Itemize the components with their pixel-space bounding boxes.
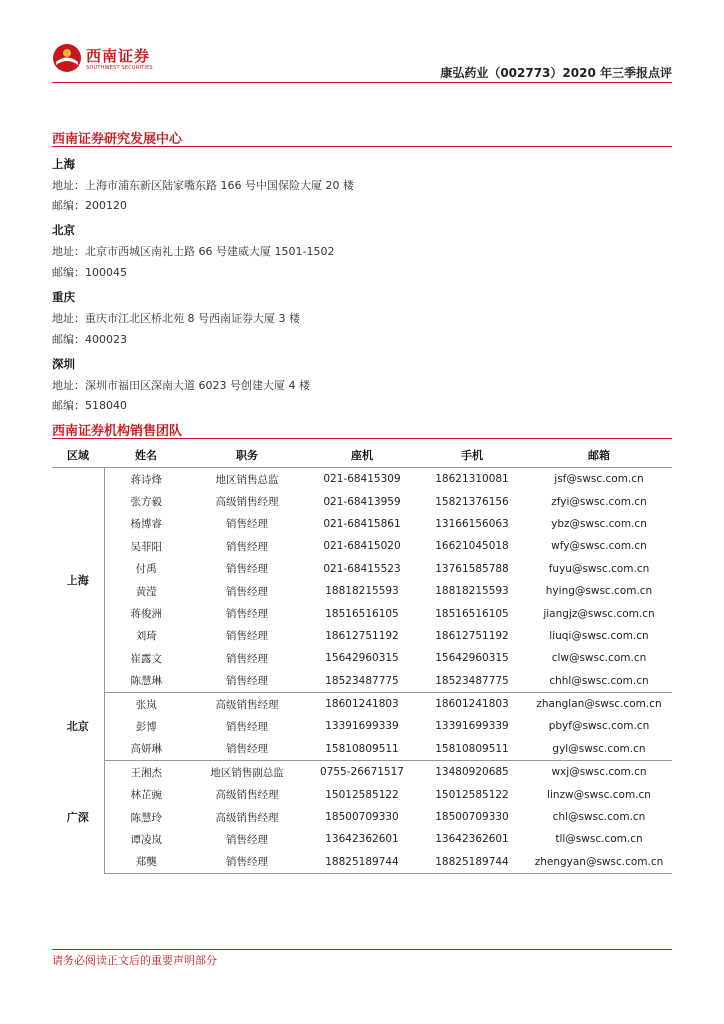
mobile-cell: 18612751192 [435,629,509,642]
column-header: 区域 [52,443,104,468]
landline-cell: 18818215593 [325,585,399,598]
table-row [52,828,672,850]
mobile-cell: 15821376156 [435,495,509,508]
mobile-cell: 18825189744 [418,851,526,874]
table-row [52,783,672,805]
table-row [52,692,672,715]
mobile-cell: 15642960315 [435,652,509,665]
pos-cell: 销售经理 [226,585,268,598]
name-cell: 刘琦 [135,630,157,643]
email-cell: clw@swsc.com.cn [551,652,647,665]
name-cell: 杨博睿 [130,518,162,531]
table-row [52,580,672,602]
name-cell: 蒋俊洲 [130,608,162,621]
landline-cell: 18825189744 [306,851,418,874]
pos-cell: 销售经理 [188,738,306,761]
mobile-cell: 15810809511 [418,738,526,761]
pos-cell: 高级销售经理 [215,698,279,711]
footer-divider [52,949,672,950]
pos-cell: 销售经理 [226,630,268,643]
name-cell: 彭博 [135,720,157,733]
research-center-title: 西南证券研究发展中心 [52,132,183,147]
table-row [52,851,672,874]
pos-cell: 销售经理 [226,720,268,733]
email-cell: linzw@swsc.com.cn [547,788,651,801]
name-cell: 吴菲阳 [130,540,162,553]
pos-cell: 高级销售经理 [215,496,279,509]
landline-cell: 18500709330 [325,811,399,824]
name-cell: 张岚 [135,698,157,711]
landline-cell: 021-68415309 [323,473,401,486]
email-cell: zhanglan@swsc.com.cn [536,698,662,711]
email-cell: zhengyan@swsc.com.cn [526,851,672,874]
pos-cell: 地区销售副总监 [210,766,284,779]
table-row [52,715,672,737]
office-address-beijing: 地址：北京市西城区南礼士路 66 号建威大厦 1501-1502 [52,245,335,258]
email-cell: chl@swsc.com.cn [552,811,646,824]
table-row [52,738,672,761]
office-postcode-chongqing: 邮编：400023 [52,333,127,346]
landline-cell: 18516516105 [325,607,399,620]
mobile-cell: 13480920685 [435,766,509,779]
landline-cell: 0755-26671517 [320,766,404,779]
pos-cell: 销售经理 [226,833,268,846]
pos-cell: 销售经理 [188,851,306,874]
email-cell: ybz@swsc.com.cn [551,517,647,530]
name-cell: 王湘杰 [130,766,162,779]
email-cell: tll@swsc.com.cn [555,833,643,846]
email-cell: hying@swsc.com.cn [545,585,653,598]
table-row [52,647,672,669]
landline-cell: 021-68415861 [323,517,401,530]
mobile-cell: 16621045018 [435,540,509,553]
email-cell: liuqi@swsc.com.cn [549,629,649,642]
pos-cell: 高级销售经理 [215,811,279,824]
table-row [52,625,672,647]
landline-cell: 15642960315 [325,652,399,665]
table-row [52,535,672,557]
name-cell: 高妍琳 [104,738,188,761]
pos-cell: 销售经理 [188,670,306,693]
office-city-shanghai: 上海 [52,157,75,171]
landline-cell: 13642362601 [325,833,399,846]
office-address-shanghai: 地址：上海市浦东新区陆家嘴东路 166 号中国保险大厦 20 楼 [52,179,354,192]
table-row [52,670,672,693]
column-header: 职务 [188,443,306,468]
pos-cell: 销售经理 [226,540,268,553]
research-center-divider [52,146,672,147]
name-cell: 张方毅 [130,496,162,509]
header-divider [52,82,672,83]
mobile-cell: 18500709330 [435,811,509,824]
name-cell: 崔露文 [130,652,162,665]
mobile-cell: 13391699339 [435,720,509,733]
name-cell: 谭凌岚 [130,833,162,846]
landline-cell: 021-68413959 [323,495,401,508]
email-cell: gyl@swsc.com.cn [526,738,672,761]
landline-cell: 15012585122 [325,788,399,801]
email-cell: pbyf@swsc.com.cn [548,720,650,733]
column-header: 姓名 [104,443,188,468]
office-postcode-shenzhen: 邮编：518040 [52,399,127,412]
sales-team-table [52,443,672,874]
email-cell: jsf@swsc.com.cn [554,473,644,486]
report-title: 康弘药业（002773）2020 年三季报点评 [440,66,672,80]
column-header: 邮箱 [526,443,672,468]
name-cell: 陈慧玲 [130,811,162,824]
name-cell: 蒋诗烽 [130,473,162,486]
company-logo [52,43,152,75]
landline-cell: 18612751192 [325,629,399,642]
mobile-cell: 18601241803 [435,698,509,711]
sales-team-title: 西南证券机构销售团队 [52,424,183,439]
column-header: 手机 [418,443,526,468]
mobile-cell: 18818215593 [435,585,509,598]
mobile-cell: 18621310081 [435,473,509,486]
office-address-shenzhen: 地址：深圳市福田区深南大道 6023 号创建大厦 4 楼 [52,379,310,392]
landline-cell: 13391699339 [325,720,399,733]
pos-cell: 地区销售总监 [215,473,279,486]
footer-disclaimer: 请务必阅读正文后的重要声明部分 [52,954,217,967]
mobile-cell: 13761585788 [435,562,509,575]
region-cell: 北京 [52,692,104,760]
table-row [52,806,672,828]
mobile-cell: 18523487775 [418,670,526,693]
name-cell: 陈慧琳 [104,670,188,693]
pos-cell: 销售经理 [226,563,268,576]
email-cell: zfyi@swsc.com.cn [551,495,647,508]
email-cell: fuyu@swsc.com.cn [548,562,650,575]
sales-team-divider [52,438,672,439]
office-postcode-shanghai: 邮编：200120 [52,199,127,212]
office-postcode-beijing: 邮编：100045 [52,266,127,279]
email-cell: wxj@swsc.com.cn [551,766,647,779]
email-cell: chhl@swsc.com.cn [526,670,672,693]
mobile-cell: 13166156063 [435,517,509,530]
mobile-cell: 13642362601 [435,833,509,846]
name-cell: 郑龑 [104,851,188,874]
pos-cell: 销售经理 [226,518,268,531]
sales-team-body [52,468,672,874]
name-cell: 黄滢 [135,585,157,598]
office-city-shenzhen: 深圳 [52,357,75,371]
mobile-cell: 18516516105 [435,607,509,620]
table-row [52,761,672,784]
logo-text-cn: 西南证券 [86,47,151,65]
name-cell: 付禹 [135,563,157,576]
mobile-cell: 15012585122 [435,788,509,801]
email-cell: wfy@swsc.com.cn [551,540,647,553]
landline-cell: 021-68415523 [323,562,401,575]
region-cell: 上海 [52,468,104,693]
logo-sun-icon [52,43,82,73]
logo-text-en: SOUTHWEST SECURITIES [86,65,153,71]
region-cell: 广深 [52,761,104,874]
landline-cell: 15810809511 [306,738,418,761]
name-cell: 林芷豌 [130,789,162,802]
table-row [52,490,672,512]
office-city-chongqing: 重庆 [52,290,75,304]
landline-cell: 18523487775 [306,670,418,693]
landline-cell: 18601241803 [325,698,399,711]
table-row [52,468,672,491]
table-row [52,513,672,535]
pos-cell: 销售经理 [226,652,268,665]
office-city-beijing: 北京 [52,223,75,237]
column-header: 座机 [306,443,418,468]
landline-cell: 021-68415020 [323,540,401,553]
table-row [52,602,672,624]
email-cell: jiangjz@swsc.com.cn [543,607,655,620]
office-address-chongqing: 地址：重庆市江北区桥北苑 8 号西南证券大厦 3 楼 [52,312,300,325]
pos-cell: 销售经理 [226,608,268,621]
table-row [52,558,672,580]
table-header-row [52,443,672,468]
pos-cell: 高级销售经理 [215,789,279,802]
